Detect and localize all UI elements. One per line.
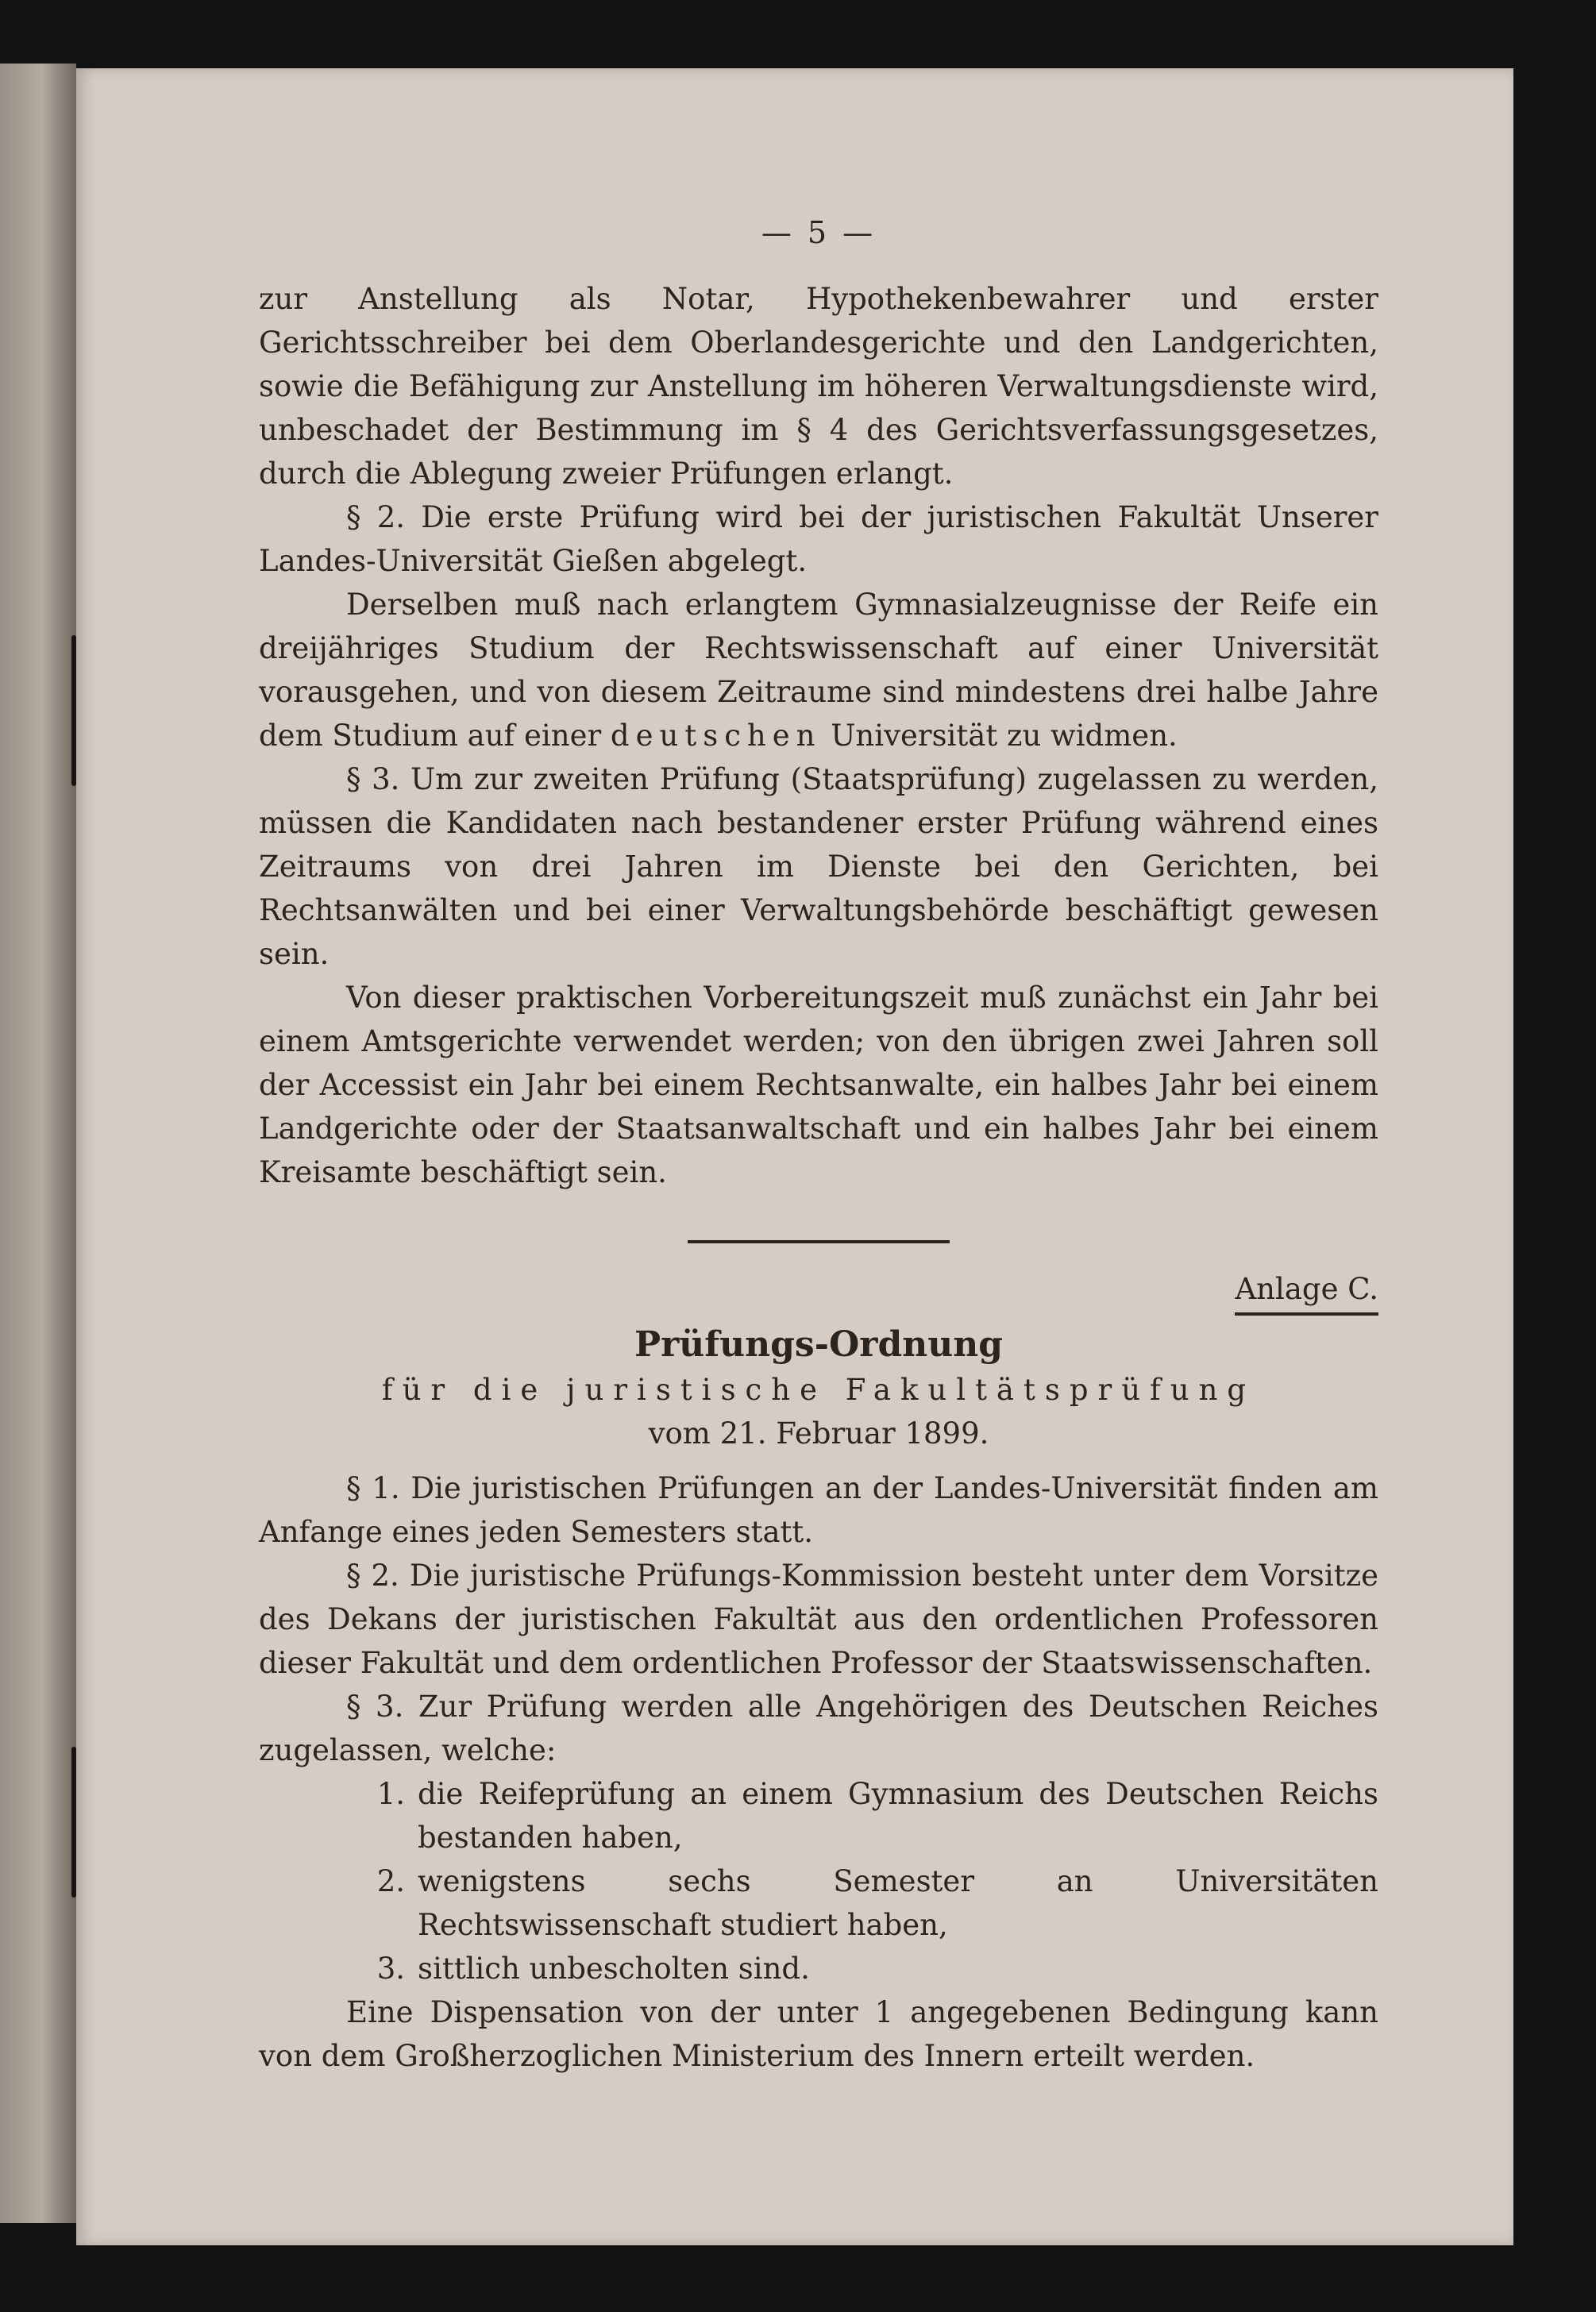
ordnung-section-3 xyxy=(259,1685,1378,1772)
closing-paragraph xyxy=(259,1990,1378,2078)
section-2-continuation xyxy=(259,583,1378,757)
annex-row xyxy=(259,1267,1378,1316)
paragraph-text: Universität zu widmen. xyxy=(831,719,1178,753)
list-item xyxy=(259,1859,1378,1947)
section-marker: § 2. xyxy=(346,500,406,534)
paragraph-text: Um zur zweiten Prüfung (Staatsprüfung) zugelassen zu werden, müssen die Kandidaten nach bestandener erster Prüfung während eines Zeitraums von drei Jahren im Dienste bei den Gerichten, bei Rechtsanwälten und bei einer Verwaltungsbehörde beschäftigt gewesen sein. xyxy=(259,762,1378,971)
list-text: die Reifeprüfung an einem Gymnasium des Deutschen Reichs bestanden haben, xyxy=(418,1777,1378,1855)
section-marker: § 2. xyxy=(346,1559,399,1593)
list-number: 1. xyxy=(376,1777,405,1811)
paragraph-text: Derselben muß nach erlangtem Gymnasialzeugnisse der Reife ein dreijähriges Studium der Rechtswissenschaft auf einer Universität vorausgehen, und von diesem Zeitraume sind mindestens drei halbe Jahre dem Studium auf einer xyxy=(259,588,1378,753)
document-title: Prüfungs-Ordnung xyxy=(634,1324,1003,1365)
page-number: — 5 — xyxy=(761,215,877,250)
emphasized-word: deutschen xyxy=(610,719,822,753)
section-marker: § 3. xyxy=(346,762,400,796)
paragraph-text: Zur Prüfung werden alle Angehörigen des Deutschen Reiches zugelassen, welche: xyxy=(259,1690,1378,1767)
paragraph-text: zur Anstellung als Notar, Hypothekenbewahrer und erster Gerichtsschreiber bei dem Oberlandesgerichte und den Landgerichten, sowie die Befähigung zur Anstellung im höheren Verwaltungsdienste wird, unbeschadet der Bestimmung im § 4 des Gerichtsverfassungsgesetzes, durch die Ablegung zweier Prüfungen erlangt. xyxy=(259,282,1378,491)
list-number: 2. xyxy=(376,1864,405,1898)
section-3-continuation xyxy=(259,976,1378,1194)
continuation-paragraph xyxy=(259,277,1378,495)
list-item xyxy=(259,1947,1378,1990)
list-text: wenigstens sechs Semester an Universitäten Rechtswissenschaft studiert haben, xyxy=(418,1864,1378,1942)
ordnung-section-1 xyxy=(259,1466,1378,1554)
list-item xyxy=(259,1772,1378,1859)
paragraph-text: Die erste Prüfung wird bei der juristischen Fakultät Unserer Landes-Universität Gießen abgelegt. xyxy=(259,500,1378,578)
paragraph-text: Von dieser praktischen Vorbereitungszeit muß zunächst ein Jahr bei einem Amtsgerichte verwendet werden; von den übrigen zwei Jahren soll der Accessist ein Jahr bei einem Rechtsanwalte, ein halbes Jahr bei einem Landgerichte oder der Staatsanwaltschaft und ein halbes Jahr bei einem Kreisamte beschäftigt sein. xyxy=(259,981,1378,1189)
list-text: sittlich unbescholten sind. xyxy=(418,1952,810,1986)
section-divider xyxy=(688,1240,950,1243)
section-3-paragraph xyxy=(259,757,1378,976)
facing-page-edge xyxy=(0,64,76,2223)
paragraph-text: Die juristische Prüfungs-Kommission besteht unter dem Vorsitze des Dekans der juristischen Fakultät aus den ordentlichen Professoren dieser Fakultät und dem ordentlichen Professor der Staatswissenschaften. xyxy=(259,1559,1378,1680)
document-subtitle: für die juristische Fakultätsprüfung xyxy=(381,1373,1256,1407)
ordnung-section-2 xyxy=(259,1554,1378,1685)
section-marker: § 1. xyxy=(346,1471,400,1505)
paragraph-text: Eine Dispensation von der unter 1 angegebenen Bedingung kann von dem Großherzoglichen Ministerium des Innern erteilt werden. xyxy=(259,1995,1378,2073)
document-page xyxy=(76,68,1513,2245)
page-text xyxy=(259,211,1378,2078)
paragraph-text: Die juristischen Prüfungen an der Landes-Universität finden am Anfange eines jeden Semesters statt. xyxy=(259,1471,1378,1549)
annex-label: Anlage C. xyxy=(1235,1267,1378,1316)
section-marker: § 3. xyxy=(346,1690,404,1724)
section-2-paragraph xyxy=(259,495,1378,583)
list-number: 3. xyxy=(376,1952,405,1986)
document-date: vom 21. Februar 1899. xyxy=(648,1416,989,1451)
